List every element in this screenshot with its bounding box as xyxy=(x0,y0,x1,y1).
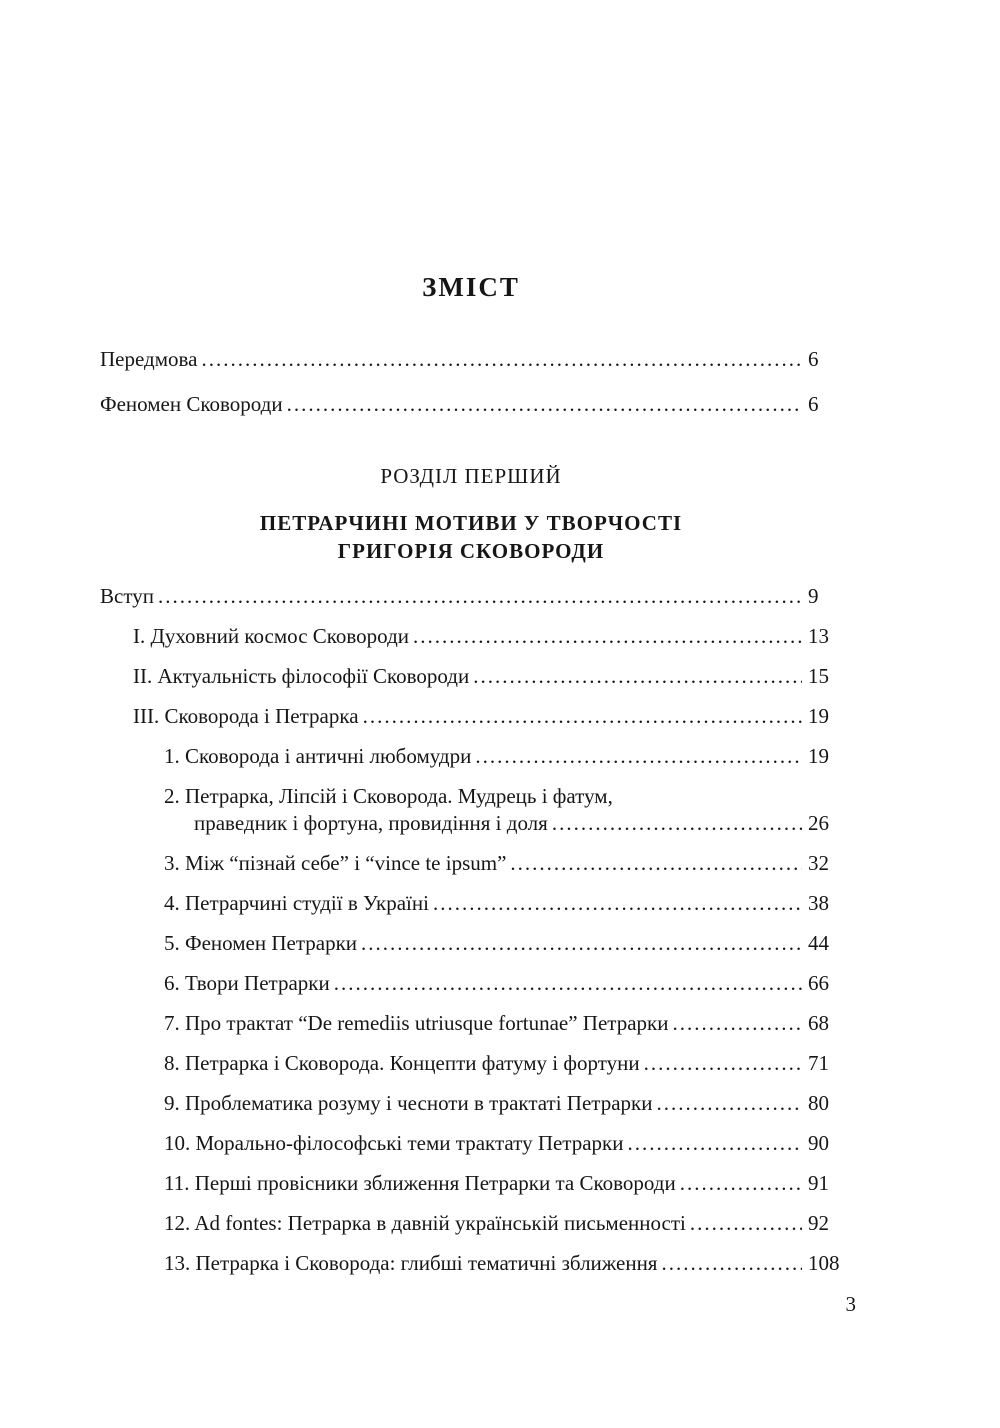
toc-entry-text: 9. Проблематика розуму і чесноти в трактаті Петрарки xyxy=(164,1091,653,1115)
toc-entry xyxy=(164,930,842,957)
toc-entry xyxy=(164,1090,842,1117)
toc-page-number: 26 xyxy=(808,811,829,835)
section-kicker: РОЗДІЛ ПЕРШИЙ xyxy=(380,464,562,488)
dot-leader xyxy=(433,890,802,917)
dot-leader xyxy=(690,1210,802,1237)
toc-entry-text: I. Духовний космос Сковороди xyxy=(133,624,409,648)
toc-entry xyxy=(164,1010,842,1037)
toc-page-number: 13 xyxy=(808,624,829,648)
dot-leader xyxy=(473,663,802,690)
toc-entry-text: 6. Твори Петрарки xyxy=(164,971,330,995)
toc-page-number: 9 xyxy=(808,584,819,608)
dot-leader xyxy=(201,346,802,373)
toc-entry xyxy=(100,391,842,418)
toc-page-number: 108 xyxy=(808,1251,840,1275)
dot-leader xyxy=(475,743,802,770)
chapter-title-line2: ГРИГОРІЯ СКОВОРОДИ xyxy=(337,539,605,563)
toc-page-number: 15 xyxy=(808,664,829,688)
toc-page-number: 68 xyxy=(808,1011,829,1035)
chapter-title-line1: ПЕТРАРЧИНІ МОТИВИ У ТВОРЧОСТІ xyxy=(259,511,683,535)
toc-entry xyxy=(164,850,842,877)
toc-entry-text: 10. Морально-філософські теми трактату Петрарки xyxy=(164,1131,624,1155)
toc-entry xyxy=(133,703,842,730)
front-matter-list xyxy=(100,346,842,418)
toc-page-number: 71 xyxy=(808,1051,829,1075)
toc-entry xyxy=(100,583,842,610)
toc-entry xyxy=(194,810,842,837)
toc-content xyxy=(100,0,842,1277)
chapter-title xyxy=(100,509,842,565)
toc-entry-text: праведник і фортуна, провидіння і доля xyxy=(194,811,548,835)
toc-entry xyxy=(100,346,842,373)
dot-leader xyxy=(552,810,802,837)
dot-leader xyxy=(661,1250,802,1277)
toc-entry xyxy=(164,1130,842,1157)
toc-entry-text: 8. Петрарка і Сковорода. Концепти фатуму і фортуни xyxy=(164,1051,640,1075)
page-title: ЗМІСТ xyxy=(422,272,520,302)
toc-page-number: 80 xyxy=(808,1091,829,1115)
toc-entry-text: 11. Перші провісники зближення Петрарки та Сковороди xyxy=(164,1171,676,1195)
toc-page-number: 66 xyxy=(808,971,829,995)
toc-page-number: 6 xyxy=(808,347,819,371)
toc-entry-text: 5. Феномен Петрарки xyxy=(164,931,358,955)
toc-entry xyxy=(164,970,842,997)
toc-entry xyxy=(133,663,842,690)
toc-page-number: 91 xyxy=(808,1171,829,1195)
dot-leader xyxy=(510,850,802,877)
toc-entry-text: II. Актуальність філософії Сковороди xyxy=(133,664,470,688)
toc-entry xyxy=(164,1170,842,1197)
toc-entry-text: 7. Про трактат “De remediis utriusque fortunae” Петрарки xyxy=(164,1011,669,1035)
dot-leader xyxy=(656,1090,802,1117)
dot-leader xyxy=(287,391,802,418)
toc-entry-text: 12. Ad fontes: Петрарка в давній українській письменності xyxy=(164,1211,686,1235)
toc-entry-text: Передмова xyxy=(100,347,198,371)
dot-leader xyxy=(334,970,802,997)
toc-entry-text: 3. Між “пізнай себе” і “vince te ipsum” xyxy=(164,851,507,875)
toc-page-number: 44 xyxy=(808,931,829,955)
dot-leader xyxy=(413,623,802,650)
toc-entry xyxy=(164,743,842,770)
toc-page-number: 32 xyxy=(808,851,829,875)
chapter-entries-list xyxy=(100,583,842,1277)
toc-entry-text: 2. Петрарка, Ліпсій і Сковорода. Мудрець і фатум, xyxy=(164,784,613,808)
dot-leader xyxy=(158,583,802,610)
toc-page-number: 19 xyxy=(808,744,829,768)
toc-entry-text: 1. Сковорода і античні любомудри xyxy=(164,744,472,768)
toc-entry xyxy=(164,783,842,810)
toc-entry xyxy=(164,1250,842,1277)
page-number: 3 xyxy=(845,1292,856,1316)
toc-entry-text: 13. Петрарка і Сковорода: глибші тематичні зближення xyxy=(164,1251,658,1275)
toc-entry-text: 4. Петрарчині студії в Україні xyxy=(164,891,429,915)
dot-leader xyxy=(363,703,802,730)
dot-leader xyxy=(628,1130,803,1157)
dot-leader xyxy=(672,1010,802,1037)
dot-leader xyxy=(361,930,802,957)
toc-entry xyxy=(164,1210,842,1237)
toc-page-number: 92 xyxy=(808,1211,829,1235)
toc-entry xyxy=(164,1050,842,1077)
toc-page-number: 19 xyxy=(808,704,829,728)
toc-page-number: 90 xyxy=(808,1131,829,1155)
dot-leader xyxy=(680,1170,802,1197)
toc-entry xyxy=(164,890,842,917)
toc-entry-text: Вступ xyxy=(100,584,154,608)
toc-entry xyxy=(133,623,842,650)
toc-entry-text: III. Сковорода і Петрарка xyxy=(133,704,359,728)
toc-entry-text: Феномен Сковороди xyxy=(100,392,283,416)
toc-page-number: 38 xyxy=(808,891,829,915)
toc-page-number: 6 xyxy=(808,392,819,416)
dot-leader xyxy=(644,1050,802,1077)
